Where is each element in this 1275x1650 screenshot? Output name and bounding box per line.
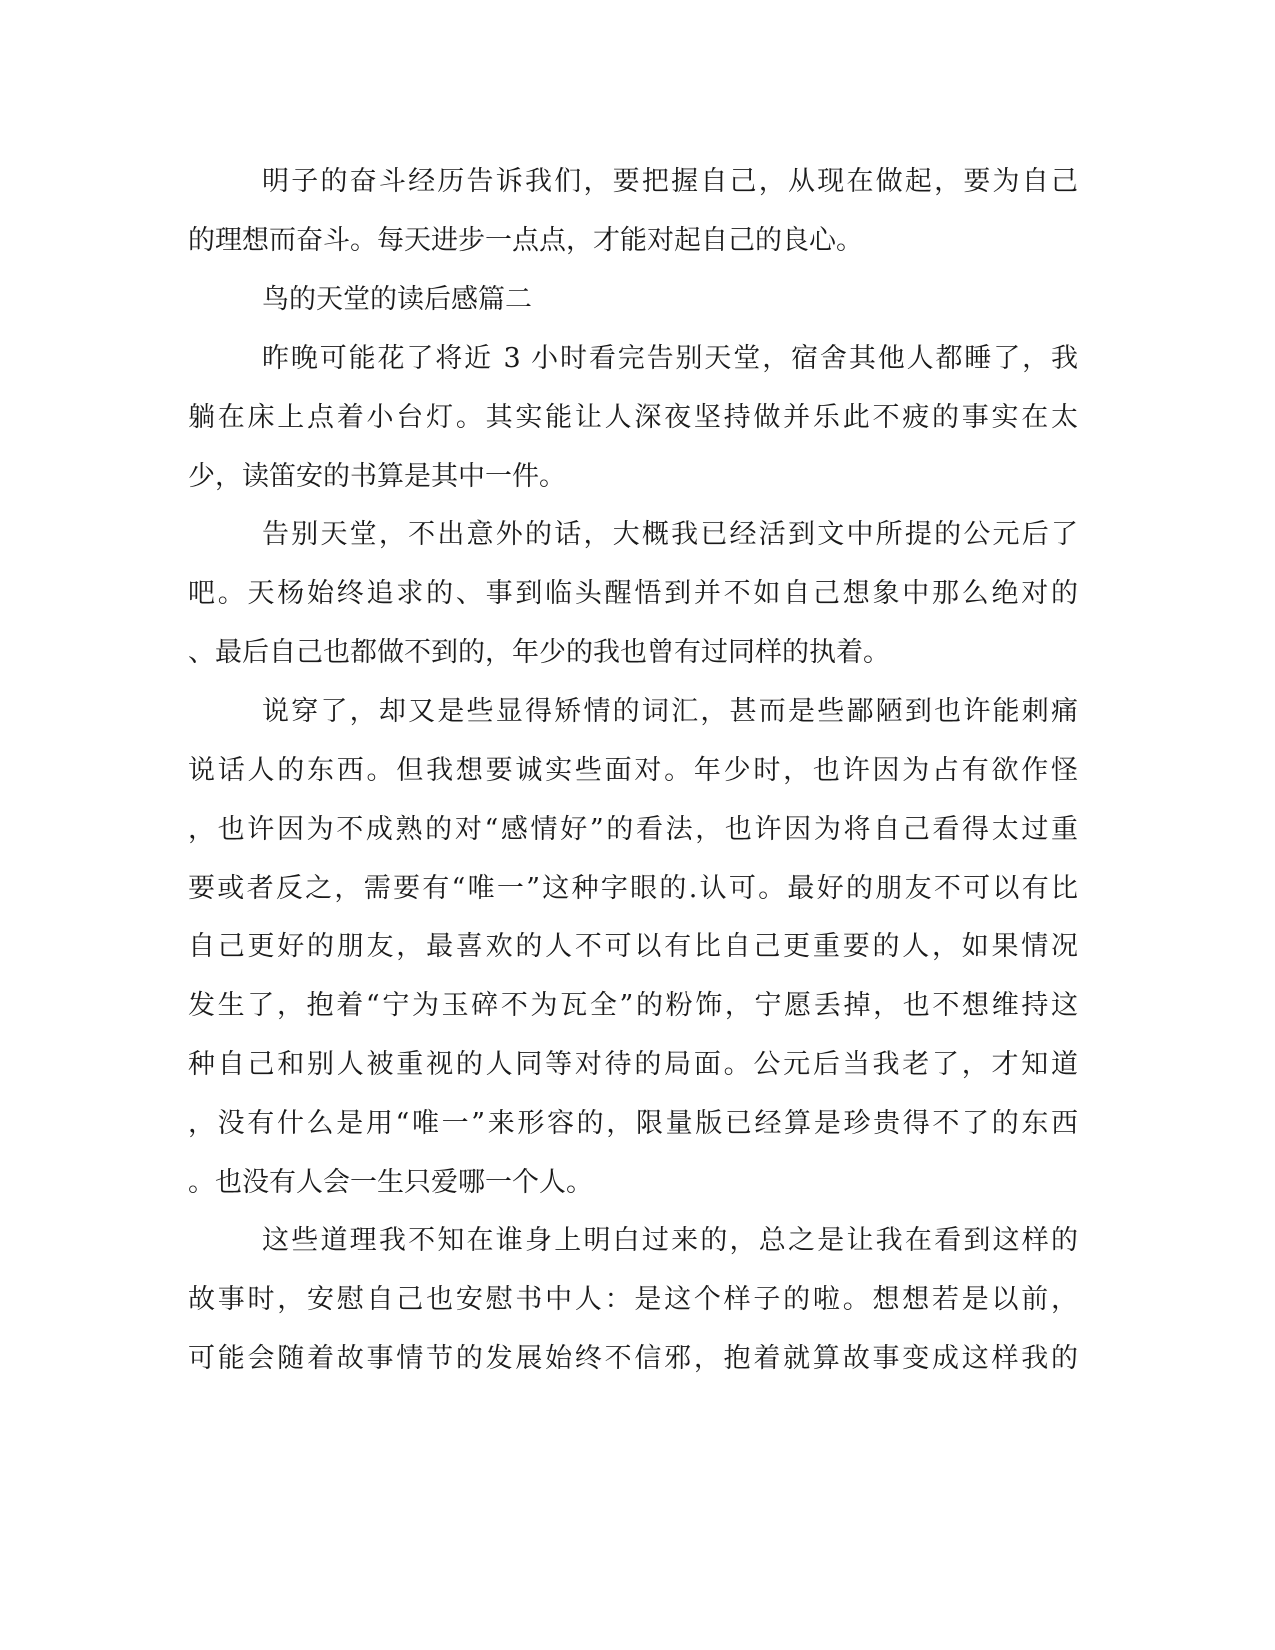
- text-line: 。也没有人会一生只爱哪一个人。: [188, 1167, 593, 1198]
- text-line: 躺在床上点着小台灯。其实能让人深夜坚持做并乐此不疲的事实在太: [188, 402, 1078, 433]
- text-line: ，没有什么是用“唯一”来形容的，限量版已经算是珍贵得不了的东西: [188, 1108, 1078, 1139]
- text-line: 昨晚可能花了将近 3 小时看完告别天堂，宿舍其他人都睡了，我: [262, 343, 1078, 374]
- text-line: 发生了，抱着“宁为玉碎不为瓦全”的粉饰，宁愿丢掉，也不想维持这: [188, 990, 1078, 1021]
- text-line: 这些道理我不知在谁身上明白过来的，总之是让我在看到这样的: [262, 1225, 1078, 1256]
- text-line: 故事时，安慰自己也安慰书中人：是这个样子的啦。想想若是以前，: [188, 1284, 1078, 1315]
- text-line: 少，读笛安的书算是其中一件。: [188, 461, 566, 492]
- text-line: 自己更好的朋友，最喜欢的人不可以有比自己更重要的人，如果情况: [188, 931, 1078, 962]
- text-line: 、最后自己也都做不到的，年少的我也曾有过同样的执着。: [188, 637, 890, 668]
- text-line: 种自己和别人被重视的人同等对待的局面。公元后当我老了，才知道: [188, 1049, 1078, 1080]
- text-line: 要或者反之，需要有“唯一”这种字眼的.认可。最好的朋友不可以有比: [188, 873, 1078, 904]
- text-line: 告别天堂，不出意外的话，大概我已经活到文中所提的公元后了: [262, 519, 1078, 550]
- text-line: 吧。天杨始终追求的、事到临头醒悟到并不如自己想象中那么绝对的: [188, 578, 1078, 609]
- text-line: ，也许因为不成熟的对“感情好”的看法，也许因为将自己看得太过重: [188, 814, 1078, 845]
- text-line: 可能会随着故事情节的发展始终不信邪，抱着就算故事变成这样我的: [188, 1343, 1078, 1374]
- section-heading: 鸟的天堂的读后感篇二: [262, 284, 532, 315]
- text-line: 明子的奋斗经历告诉我们，要把握自己，从现在做起，要为自己: [262, 166, 1078, 197]
- text-line: 说话人的东西。但我想要诚实些面对。年少时，也许因为占有欲作怪: [188, 755, 1078, 786]
- text-line: 的理想而奋斗。每天进步一点点，才能对起自己的良心。: [188, 225, 863, 256]
- text-line: 说穿了，却又是些显得矫情的词汇，甚而是些鄙陋到也许能刺痛: [262, 696, 1078, 727]
